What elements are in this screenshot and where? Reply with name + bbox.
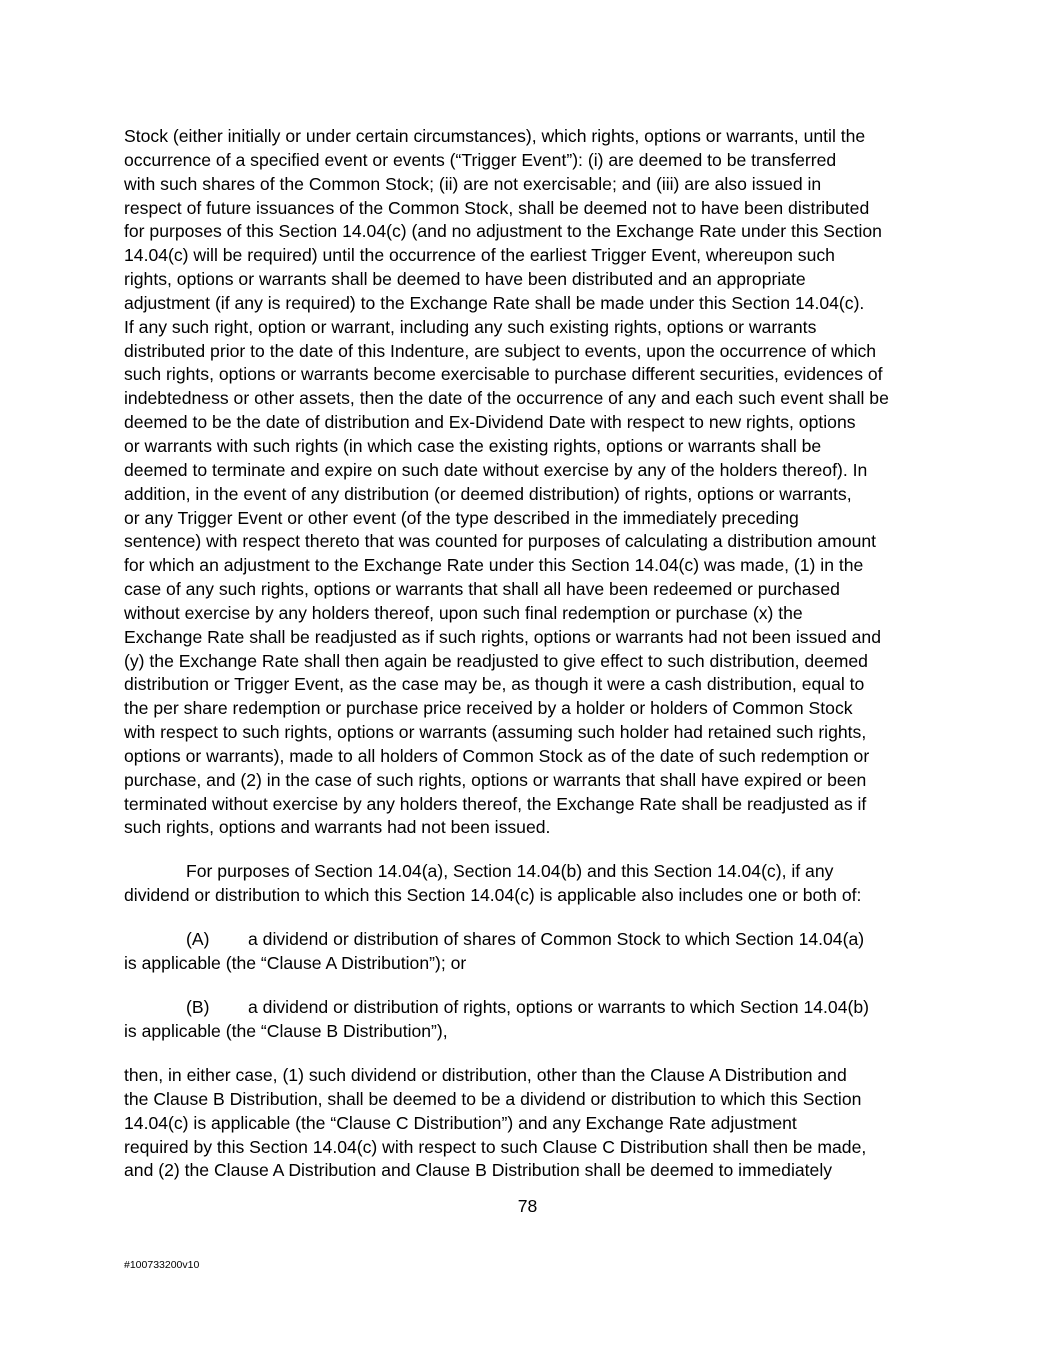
text-line: purchase, and (2) in the case of such rights, options or warrants that shall have expired or been xyxy=(124,769,867,790)
text-line: for purposes of this Section 14.04(c) (and no adjustment to the Exchange Rate under this Section xyxy=(124,221,882,242)
paragraph-purposes xyxy=(124,860,932,908)
text-line: options or warrants), made to all holders of Common Stock as of the date of such redemption or xyxy=(124,745,870,766)
text-line: adjustment (if any is required) to the Exchange Rate shall be made under this Section 14.04(c). xyxy=(124,292,865,313)
text-line: (y) the Exchange Rate shall then again be readjusted to give effect to such distribution, deemed xyxy=(124,650,868,671)
text-line: sentence) with respect thereto that was counted for purposes of calculating a distribution amount xyxy=(124,531,877,552)
clause-b-second-line: is applicable (the “Clause B Distribution”), xyxy=(124,1020,448,1041)
text-line: 14.04(c) will be required) until the occurrence of the earliest Trigger Event, whereupon such xyxy=(124,245,835,266)
text-line: For purposes of Section 14.04(a), Section 14.04(b) and this Section 14.04(c), if any xyxy=(186,861,834,881)
text-line: distribution or Trigger Event, as the case may be, as though it were a cash distribution, equal to xyxy=(124,674,865,695)
text-line: If any such right, option or warrant, including any such existing rights, options or warrants xyxy=(124,316,817,337)
text-line: then, in either case, (1) such dividend or distribution, other than the Clause A Distribution and xyxy=(124,1065,847,1085)
text-line: Stock (either initially or under certain circumstances), which rights, options or warrants, until the xyxy=(124,126,866,146)
text-line: without exercise by any holders thereof, upon such final redemption or purchase (x) the xyxy=(124,602,803,623)
text-line: with such shares of the Common Stock; (ii) are not exercisable; and (iii) are also issued in xyxy=(124,173,822,194)
clause-b-first-line xyxy=(124,996,932,1020)
text-line: or warrants with such rights (in which case the existing rights, options or warrants shall be xyxy=(124,435,822,456)
text-line: required by this Section 14.04(c) with respect to such Clause C Distribution shall then be made, xyxy=(124,1136,867,1157)
clause-a-second-line: is applicable (the “Clause A Distribution”); or xyxy=(124,952,467,973)
text-line: for which an adjustment to the Exchange Rate under this Section 14.04(c) was made, (1) in the xyxy=(124,555,864,576)
paragraph-clause-c xyxy=(124,1064,932,1183)
text-line: rights, options or warrants shall be deemed to have been distributed and an appropriate xyxy=(124,269,806,290)
text-line: the Clause B Distribution, shall be deemed to be a dividend or distribution to which this Section xyxy=(124,1088,862,1109)
text-line: respect of future issuances of the Common Stock, shall be deemed not to have been distributed xyxy=(124,197,870,218)
text-line: addition, in the event of any distribution (or deemed distribution) of rights, options or warrants, xyxy=(124,483,852,504)
text-line: 14.04(c) is applicable (the “Clause C Distribution”) and any Exchange Rate adjustment xyxy=(124,1112,797,1133)
text-line: deemed to be the date of distribution and Ex-Dividend Date with respect to new rights, options xyxy=(124,412,856,433)
text-line: or any Trigger Event or other event (of the type described in the immediately preceding xyxy=(124,507,799,528)
page-number: 78 xyxy=(517,1196,538,1216)
document-id: #100733200v10 xyxy=(124,1259,200,1271)
text-line: terminated without exercise by any holders thereof, the Exchange Rate shall be readjusted as if xyxy=(124,793,867,814)
text-line: deemed to terminate and expire on such date without exercise by any of the holders thereof). In xyxy=(124,459,868,480)
clause-a-first-line xyxy=(124,928,932,952)
text-line: and (2) the Clause A Distribution and Clause B Distribution shall be deemed to immediately xyxy=(124,1160,833,1181)
clause-b xyxy=(124,996,932,1044)
clause-b-text: a dividend or distribution of rights, options or warrants to which Section 14.04(b) xyxy=(248,997,869,1017)
clause-b-label: (B) xyxy=(186,997,210,1017)
text-line: the per share redemption or purchase price received by a holder or holders of Common Stock xyxy=(124,698,853,719)
text-line: dividend or distribution to which this Section 14.04(c) is applicable also includes one or both of: xyxy=(124,884,862,905)
text-line: with respect to such rights, options or warrants (assuming such holder had retained such rights, xyxy=(124,722,867,743)
text-line: indebtedness or other assets, then the date of the occurrence of any and each such event shall be xyxy=(124,388,889,409)
text-line: occurrence of a specified event or events (“Trigger Event”): (i) are deemed to be transferred xyxy=(124,149,837,170)
clause-a-label: (A) xyxy=(186,929,210,949)
clause-a-text: a dividend or distribution of shares of Common Stock to which Section 14.04(a) xyxy=(248,929,865,949)
text-line: case of any such rights, options or warrants that shall all have been redeemed or purchased xyxy=(124,579,840,600)
clause-a xyxy=(124,928,932,976)
text-line: Exchange Rate shall be readjusted as if such rights, options or warrants had not been issued and xyxy=(124,626,881,647)
paragraph-rights-distribution xyxy=(124,125,932,840)
text-line: such rights, options and warrants had not been issued. xyxy=(124,817,551,838)
text-line: distributed prior to the date of this Indenture, are subject to events, upon the occurrence of which xyxy=(124,340,877,361)
text-line: such rights, options or warrants become exercisable to purchase different securities, evidences of xyxy=(124,364,883,385)
